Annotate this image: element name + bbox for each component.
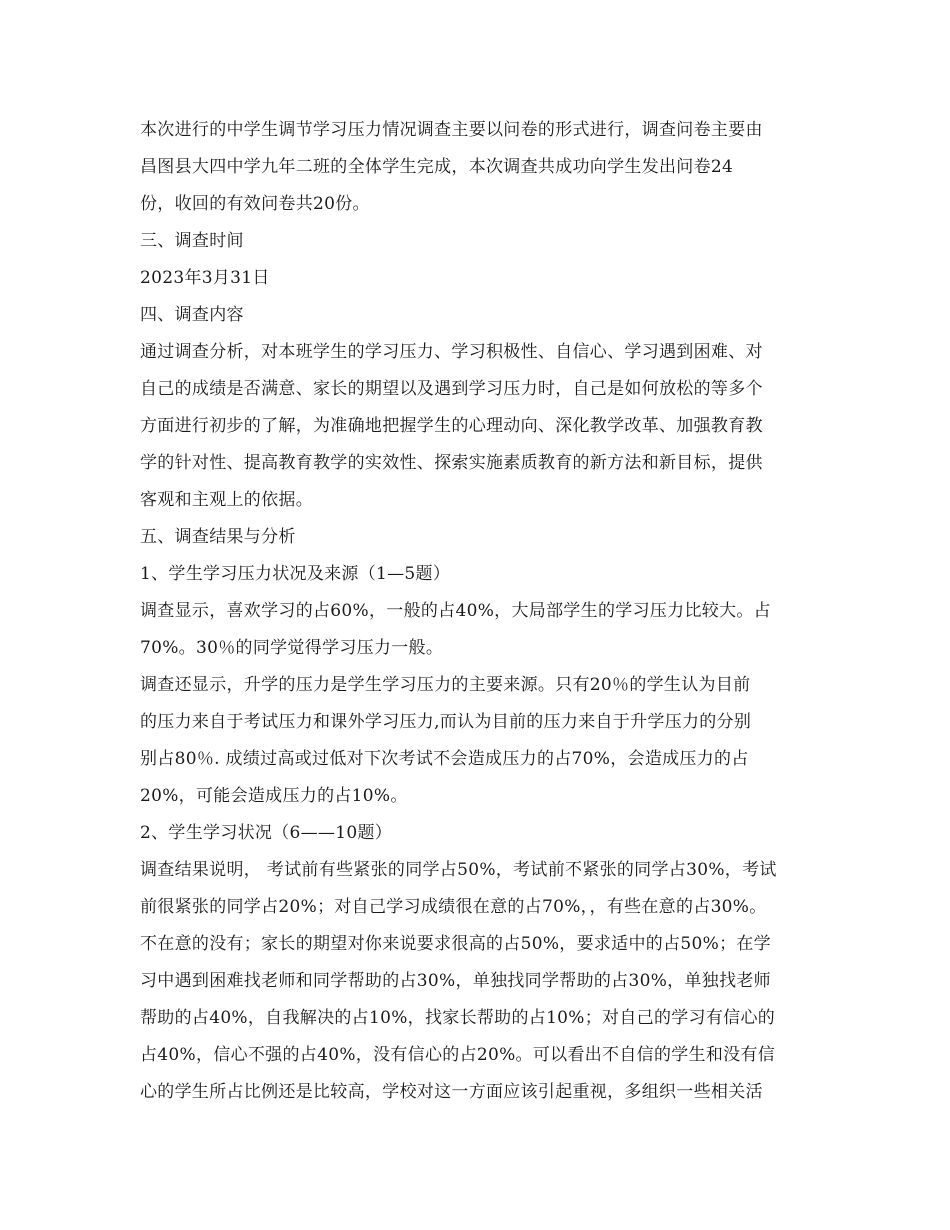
paragraph-line: 调查结果说明， 考试前有些紧张的同学占50%，考试前不紧张的同学占30%，考试 [140,860,777,880]
paragraph-line: 占40%，信心不强的占40%，没有信心的占20%。可以看出不自信的学生和没有信 [140,1045,776,1065]
date-line: 2023年3月31日 [140,268,270,288]
subsection-heading: 1、学生学习压力状况及来源（1—5题） [140,564,451,584]
paragraph-line: 70%。30％的同学觉得学习压力一般。 [140,638,444,658]
paragraph-line: 20%，可能会造成压力的占10%。 [140,786,408,806]
paragraph-line: 不在意的没有；家长的期望对你来说要求很高的占50%，要求适中的占50%；在学 [140,934,771,954]
paragraph-line: 前很紧张的同学占20%；对自己学习成绩很在意的占70%，，有些在意的占30%。 [140,897,767,917]
paragraph-line: 学的针对性、提高教育教学的实效性、探索实施素质教育的新方法和新目标，提供 [140,453,763,473]
section-heading: 四、调查内容 [140,305,244,325]
section-heading: 五、调查结果与分析 [140,527,296,547]
paragraph-line: 别占80％. 成绩过高或过低对下次考试不会造成压力的占70%，会造成压力的占 [140,749,749,769]
paragraph-line: 帮助的占40%，自我解决的占10%，找家长帮助的占10%；对自己的学习有信心的 [140,1008,776,1028]
paragraph-line: 调查显示，喜欢学习的占60%，一般的占40%，大局部学生的学习压力比较大。占 [140,601,771,621]
paragraph-line: 的压力来自于考试压力和课外学习压力,而认为目前的压力来自于升学压力的分别 [140,712,752,732]
paragraph-line: 调查还显示，升学的压力是学生学习压力的主要来源。只有20％的学生认为目前 [140,675,751,695]
paragraph-line: 本次进行的中学生调节学习压力情况调查主要以问卷的形式进行，调查问卷主要由 [140,120,763,140]
paragraph-line: 份，收回的有效问卷共20份。 [140,194,370,214]
paragraph-line: 通过调查分析，对本班学生的学习压力、学习积极性、自信心、学习遇到困难、对 [140,342,763,362]
paragraph-line: 习中遇到困难找老师和同学帮助的占30%，单独找同学帮助的占30%，单独找老师 [140,971,771,991]
paragraph-line: 昌图县大四中学九年二班的全体学生完成，本次调查共成功向学生发出问卷24 [140,157,734,177]
paragraph-line: 心的学生所占比例还是比较高，学校对这一方面应该引起重视，多组织一些相关活 [140,1082,763,1102]
paragraph-line: 客观和主观上的依据。 [140,490,313,510]
subsection-heading: 2、学生学习状况（6——10题） [140,823,393,843]
paragraph-line: 方面进行初步的了解，为准确地把握学生的心理动向、深化教学改革、加强教育教 [140,416,763,436]
paragraph-line: 自己的成绩是否满意、家长的期望以及遇到学习压力时，自己是如何放松的等多个 [140,379,763,399]
section-heading: 三、调查时间 [140,231,244,251]
